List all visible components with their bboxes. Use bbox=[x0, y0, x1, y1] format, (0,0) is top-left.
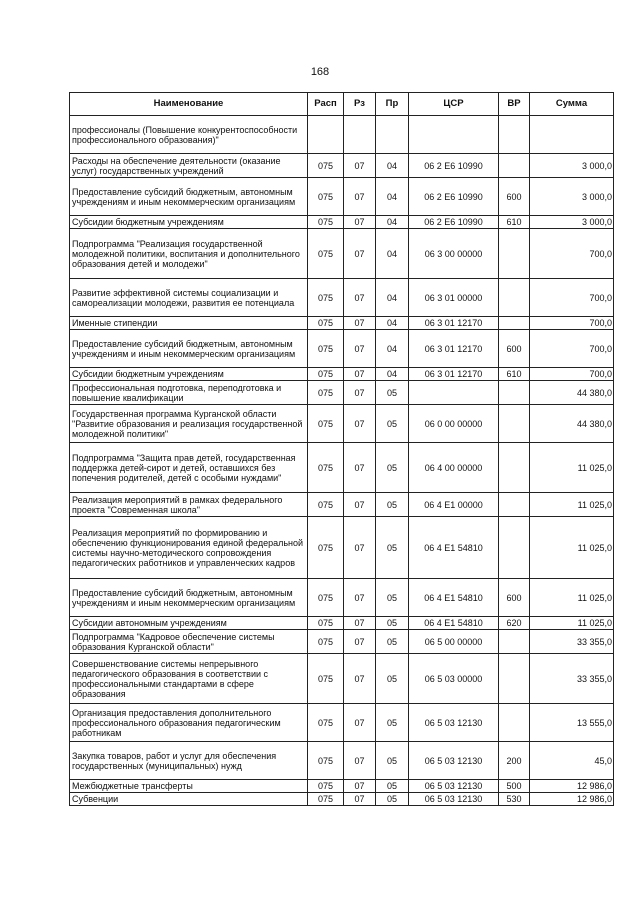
cell-vr bbox=[499, 229, 530, 279]
cell-rasp bbox=[308, 116, 344, 154]
cell-pr: 05 bbox=[376, 780, 409, 793]
cell-rz: 07 bbox=[344, 493, 376, 517]
cell-pr: 05 bbox=[376, 381, 409, 405]
cell-sum: 11 025,0 bbox=[530, 443, 614, 493]
cell-sum bbox=[530, 116, 614, 154]
cell-rz: 07 bbox=[344, 154, 376, 178]
cell-sum: 700,0 bbox=[530, 279, 614, 317]
cell-vr bbox=[499, 493, 530, 517]
cell-csr: 06 4 E1 54810 bbox=[409, 617, 499, 630]
cell-pr: 04 bbox=[376, 317, 409, 330]
cell-csr: 06 5 03 12130 bbox=[409, 780, 499, 793]
table-row bbox=[70, 780, 614, 793]
table-row bbox=[70, 742, 614, 780]
cell-csr: 06 2 E6 10990 bbox=[409, 178, 499, 216]
cell-rz: 07 bbox=[344, 704, 376, 742]
cell-rz: 07 bbox=[344, 742, 376, 780]
cell-rasp: 075 bbox=[308, 368, 344, 381]
cell-pr: 05 bbox=[376, 793, 409, 806]
cell-vr bbox=[499, 381, 530, 405]
cell-sum: 33 355,0 bbox=[530, 654, 614, 704]
cell-csr: 06 4 E1 54810 bbox=[409, 579, 499, 617]
cell-csr: 06 5 03 12130 bbox=[409, 742, 499, 780]
cell-rasp: 075 bbox=[308, 579, 344, 617]
cell-csr: 06 5 03 12130 bbox=[409, 793, 499, 806]
cell-pr: 05 bbox=[376, 704, 409, 742]
table-row bbox=[70, 330, 614, 368]
cell-rz: 07 bbox=[344, 793, 376, 806]
table-row bbox=[70, 178, 614, 216]
header-row bbox=[70, 93, 614, 116]
cell-csr: 06 3 00 00000 bbox=[409, 229, 499, 279]
cell-sum: 3 000,0 bbox=[530, 154, 614, 178]
cell-vr: 600 bbox=[499, 178, 530, 216]
cell-vr bbox=[499, 443, 530, 493]
cell-name: Межбюджетные трансферты bbox=[70, 780, 308, 793]
header-csr: ЦСР bbox=[409, 93, 499, 116]
cell-name: Расходы на обеспечение деятельности (оказание услуг) государственных учреждений bbox=[70, 154, 308, 178]
cell-rz: 07 bbox=[344, 368, 376, 381]
cell-rasp: 075 bbox=[308, 793, 344, 806]
cell-csr: 06 4 E1 54810 bbox=[409, 517, 499, 579]
cell-rz: 07 bbox=[344, 279, 376, 317]
cell-csr: 06 3 01 12170 bbox=[409, 330, 499, 368]
cell-rasp: 075 bbox=[308, 704, 344, 742]
table-header bbox=[70, 93, 614, 116]
cell-name: Совершенствование системы непрерывного педагогического образования в соответствии с профессиональными стандартами в сфере образования bbox=[70, 654, 308, 704]
cell-name: Предоставление субсидий бюджетным, автономным учреждениям и иным некоммерческим организациям bbox=[70, 330, 308, 368]
cell-pr: 04 bbox=[376, 178, 409, 216]
cell-sum: 13 555,0 bbox=[530, 704, 614, 742]
cell-pr: 04 bbox=[376, 154, 409, 178]
cell-sum: 3 000,0 bbox=[530, 178, 614, 216]
cell-sum: 700,0 bbox=[530, 330, 614, 368]
cell-rasp: 075 bbox=[308, 742, 344, 780]
cell-name: Подпрограмма "Реализация государственной молодежной политики, воспитания и дополнительного образования детей и молодежи" bbox=[70, 229, 308, 279]
cell-csr: 06 3 01 12170 bbox=[409, 317, 499, 330]
cell-csr: 06 4 00 00000 bbox=[409, 443, 499, 493]
table-row bbox=[70, 704, 614, 742]
table-row bbox=[70, 579, 614, 617]
cell-rasp: 075 bbox=[308, 229, 344, 279]
header-rasp: Расп bbox=[308, 93, 344, 116]
cell-sum: 12 986,0 bbox=[530, 793, 614, 806]
cell-csr: 06 5 00 00000 bbox=[409, 630, 499, 654]
cell-csr: 06 4 E1 00000 bbox=[409, 493, 499, 517]
cell-name: Предоставление субсидий бюджетным, автономным учреждениям и иным некоммерческим организациям bbox=[70, 178, 308, 216]
table-row bbox=[70, 793, 614, 806]
table-row bbox=[70, 381, 614, 405]
cell-pr: 05 bbox=[376, 405, 409, 443]
cell-csr bbox=[409, 116, 499, 154]
table-body bbox=[70, 116, 614, 806]
cell-csr: 06 5 03 00000 bbox=[409, 654, 499, 704]
cell-rz: 07 bbox=[344, 216, 376, 229]
cell-rz: 07 bbox=[344, 381, 376, 405]
cell-pr: 05 bbox=[376, 617, 409, 630]
cell-name: Именные стипендии bbox=[70, 317, 308, 330]
cell-pr: 05 bbox=[376, 493, 409, 517]
table-row bbox=[70, 517, 614, 579]
cell-rasp: 075 bbox=[308, 630, 344, 654]
cell-vr: 200 bbox=[499, 742, 530, 780]
cell-vr bbox=[499, 517, 530, 579]
cell-sum: 44 380,0 bbox=[530, 381, 614, 405]
table-row bbox=[70, 154, 614, 178]
cell-name: Субсидии бюджетным учреждениям bbox=[70, 216, 308, 229]
cell-rz: 07 bbox=[344, 654, 376, 704]
cell-rasp: 075 bbox=[308, 517, 344, 579]
cell-name: Закупка товаров, работ и услуг для обеспечения государственных (муниципальных) нужд bbox=[70, 742, 308, 780]
table-row bbox=[70, 654, 614, 704]
cell-rz: 07 bbox=[344, 405, 376, 443]
cell-name: Реализация мероприятий в рамках федерального проекта "Современная школа" bbox=[70, 493, 308, 517]
cell-name: Подпрограмма "Кадровое обеспечение системы образования Курганской области" bbox=[70, 630, 308, 654]
cell-pr: 04 bbox=[376, 368, 409, 381]
cell-pr: 05 bbox=[376, 579, 409, 617]
cell-rasp: 075 bbox=[308, 381, 344, 405]
cell-vr: 500 bbox=[499, 780, 530, 793]
cell-rz: 07 bbox=[344, 178, 376, 216]
cell-rz: 07 bbox=[344, 617, 376, 630]
cell-csr: 06 3 01 00000 bbox=[409, 279, 499, 317]
cell-name: Государственная программа Курганской области "Развитие образования и реализация государственной молодежной политики" bbox=[70, 405, 308, 443]
header-sum: Сумма bbox=[530, 93, 614, 116]
table-row bbox=[70, 229, 614, 279]
cell-rasp: 075 bbox=[308, 154, 344, 178]
cell-vr bbox=[499, 704, 530, 742]
cell-name: Субвенции bbox=[70, 793, 308, 806]
cell-vr: 600 bbox=[499, 579, 530, 617]
budget-table bbox=[69, 92, 614, 806]
cell-csr: 06 3 01 12170 bbox=[409, 368, 499, 381]
cell-rz: 07 bbox=[344, 229, 376, 279]
cell-csr bbox=[409, 381, 499, 405]
cell-pr: 05 bbox=[376, 517, 409, 579]
cell-name: Субсидии бюджетным учреждениям bbox=[70, 368, 308, 381]
cell-rz: 07 bbox=[344, 517, 376, 579]
cell-vr bbox=[499, 317, 530, 330]
cell-name: Подпрограмма "Защита прав детей, государственная поддержка детей-сирот и детей, оставшихся без попечения родителей, детей с особыми нуждами" bbox=[70, 443, 308, 493]
cell-pr: 04 bbox=[376, 229, 409, 279]
cell-vr: 610 bbox=[499, 216, 530, 229]
cell-rz bbox=[344, 116, 376, 154]
cell-name: Организация предоставления дополнительного профессионального образования педагогическим работникам bbox=[70, 704, 308, 742]
cell-vr bbox=[499, 630, 530, 654]
cell-pr: 05 bbox=[376, 742, 409, 780]
cell-vr: 620 bbox=[499, 617, 530, 630]
cell-vr bbox=[499, 654, 530, 704]
table-row bbox=[70, 493, 614, 517]
cell-vr bbox=[499, 405, 530, 443]
table-row bbox=[70, 443, 614, 493]
table-row bbox=[70, 405, 614, 443]
table-row bbox=[70, 317, 614, 330]
cell-name: Субсидии автономным учреждениям bbox=[70, 617, 308, 630]
cell-rasp: 075 bbox=[308, 780, 344, 793]
cell-pr: 05 bbox=[376, 654, 409, 704]
cell-rz: 07 bbox=[344, 780, 376, 793]
cell-name: профессионалы (Повышение конкурентоспособности профессионального образования)" bbox=[70, 116, 308, 154]
cell-rasp: 075 bbox=[308, 405, 344, 443]
cell-sum: 45,0 bbox=[530, 742, 614, 780]
cell-rz: 07 bbox=[344, 330, 376, 368]
header-name: Наименование bbox=[70, 93, 308, 116]
header-vr: ВР bbox=[499, 93, 530, 116]
cell-rasp: 075 bbox=[308, 443, 344, 493]
cell-vr bbox=[499, 154, 530, 178]
cell-name: Предоставление субсидий бюджетным, автономным учреждениям и иным некоммерческим организациям bbox=[70, 579, 308, 617]
cell-rasp: 075 bbox=[308, 279, 344, 317]
cell-rasp: 075 bbox=[308, 654, 344, 704]
cell-sum: 44 380,0 bbox=[530, 405, 614, 443]
cell-rz: 07 bbox=[344, 579, 376, 617]
cell-vr bbox=[499, 279, 530, 317]
cell-vr: 600 bbox=[499, 330, 530, 368]
cell-rasp: 075 bbox=[308, 617, 344, 630]
cell-pr bbox=[376, 116, 409, 154]
cell-sum: 700,0 bbox=[530, 317, 614, 330]
cell-rz: 07 bbox=[344, 317, 376, 330]
cell-rasp: 075 bbox=[308, 216, 344, 229]
table-row bbox=[70, 630, 614, 654]
cell-sum: 33 355,0 bbox=[530, 630, 614, 654]
header-rz: Рз bbox=[344, 93, 376, 116]
table-row bbox=[70, 116, 614, 154]
cell-sum: 700,0 bbox=[530, 229, 614, 279]
table-row bbox=[70, 216, 614, 229]
cell-sum: 11 025,0 bbox=[530, 493, 614, 517]
cell-name: Развитие эффективной системы социализации и самореализации молодежи, развития ее потенциала bbox=[70, 279, 308, 317]
cell-sum: 700,0 bbox=[530, 368, 614, 381]
cell-sum: 3 000,0 bbox=[530, 216, 614, 229]
cell-vr: 610 bbox=[499, 368, 530, 381]
header-pr: Пр bbox=[376, 93, 409, 116]
page-number: 168 bbox=[310, 66, 330, 78]
cell-sum: 11 025,0 bbox=[530, 579, 614, 617]
cell-csr: 06 0 00 00000 bbox=[409, 405, 499, 443]
cell-rasp: 075 bbox=[308, 493, 344, 517]
cell-name: Профессиональная подготовка, переподготовка и повышение квалификации bbox=[70, 381, 308, 405]
cell-vr bbox=[499, 116, 530, 154]
cell-sum: 11 025,0 bbox=[530, 517, 614, 579]
cell-rz: 07 bbox=[344, 630, 376, 654]
cell-pr: 05 bbox=[376, 443, 409, 493]
cell-csr: 06 2 E6 10990 bbox=[409, 154, 499, 178]
cell-sum: 11 025,0 bbox=[530, 617, 614, 630]
cell-vr: 530 bbox=[499, 793, 530, 806]
cell-rasp: 075 bbox=[308, 317, 344, 330]
cell-name: Реализация мероприятий по формированию и обеспечению функционирования единой федеральной системы научно-методического сопровождения педагогических работников и управленческих кадров bbox=[70, 517, 308, 579]
cell-pr: 04 bbox=[376, 279, 409, 317]
cell-rz: 07 bbox=[344, 443, 376, 493]
cell-csr: 06 2 E6 10990 bbox=[409, 216, 499, 229]
cell-rasp: 075 bbox=[308, 178, 344, 216]
table-row bbox=[70, 279, 614, 317]
cell-pr: 04 bbox=[376, 330, 409, 368]
cell-pr: 04 bbox=[376, 216, 409, 229]
cell-pr: 05 bbox=[376, 630, 409, 654]
cell-rasp: 075 bbox=[308, 330, 344, 368]
cell-csr: 06 5 03 12130 bbox=[409, 704, 499, 742]
table-row bbox=[70, 617, 614, 630]
table-row bbox=[70, 368, 614, 381]
cell-sum: 12 986,0 bbox=[530, 780, 614, 793]
